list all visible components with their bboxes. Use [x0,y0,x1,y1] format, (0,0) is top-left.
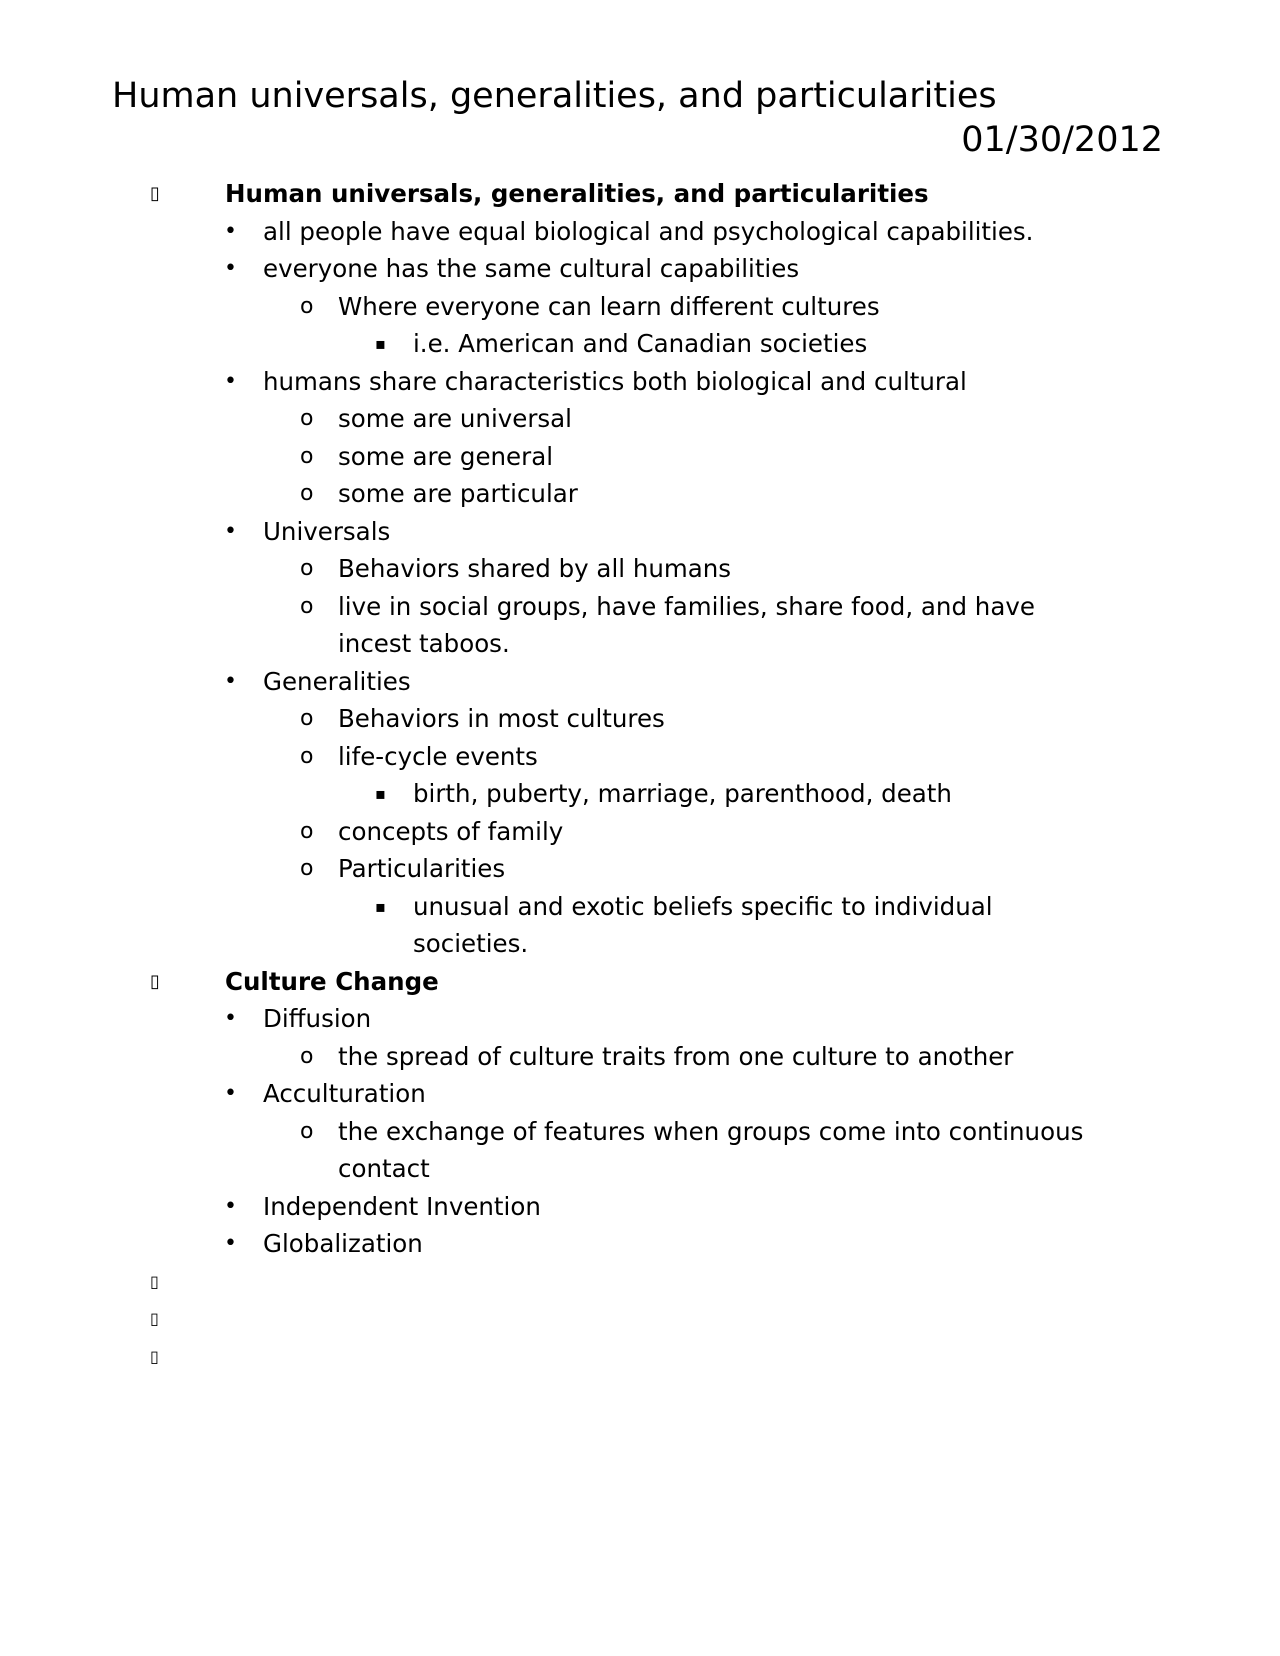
section-heading [0,963,1280,1001]
circle-bullet-icon: o [300,443,314,469]
sub-list-item-text: some are universal [338,404,572,433]
circle-bullet-icon: o [300,293,314,319]
sub-sub-list-item-text: societies. [413,929,529,958]
sub-list-item-text: life-cycle events [338,741,538,771]
sub-list-item-text: the spread of culture traits from one culture to another [338,1041,1014,1071]
circle-bullet-icon: o [300,406,314,431]
sub-list-item-text: concepts of family [338,816,564,846]
sub-sub-list-item [0,775,1280,813]
empty-section-item [0,1300,1280,1338]
sub-list-item-text: the exchange of features when groups come into continuous [338,1116,1084,1146]
sub-list-item [0,1038,1280,1076]
sub-list-item [0,700,1280,738]
section-marker-icon: ▯ [150,1271,159,1291]
circle-bullet-icon: o [300,593,314,619]
section-marker-icon: ▯ [150,183,160,204]
section-marker-icon: ▯ [150,1346,159,1366]
notes-outline [0,175,1280,1375]
section-heading-text: Human universals, generalities, and particularities [225,179,929,208]
bullet-icon: • [224,1006,237,1031]
sub-sub-list-item-text: unusual and exotic beliefs specific to individual [413,891,993,921]
list-item [0,513,1280,551]
square-bullet-icon: ▪ [375,896,386,916]
sub-sub-list-item-text: birth, puberty, marriage, parenthood, death [413,779,952,808]
sub-list-item-text: some are general [338,441,554,471]
sub-list-item [0,813,1280,851]
list-item [0,213,1280,251]
sub-sub-list-item [0,888,1280,926]
sub-sub-list-item-continuation [0,925,1280,963]
list-item [0,663,1280,701]
bullet-icon: • [224,218,237,244]
sub-list-item [0,288,1280,326]
bullet-icon: • [224,1081,237,1106]
section-marker-icon: ▯ [150,970,160,992]
bullet-icon: • [224,256,237,281]
list-item [0,1225,1280,1263]
square-bullet-icon: ▪ [375,334,386,353]
sub-list-item-text: contact [338,1154,430,1183]
bullet-icon: • [224,1231,237,1256]
circle-bullet-icon: o [300,856,314,881]
document-title: Human universals, generalities, and particularities [112,76,997,116]
list-item [0,250,1280,288]
list-item-text: everyone has the same cultural capabilities [263,254,800,283]
sub-list-item [0,1113,1280,1151]
list-item-text: Generalities [263,666,411,696]
sub-list-item [0,850,1280,888]
circle-bullet-icon: o [300,818,314,844]
list-item-text: Diffusion [263,1004,372,1033]
sub-list-item-text: incest taboos. [338,629,510,658]
list-item [0,1000,1280,1038]
empty-section-item [0,1263,1280,1301]
document-date: 01/30/2012 [961,120,1163,160]
empty-section-item [0,1338,1280,1376]
list-item [0,363,1280,401]
section-heading-text: Culture Change [225,966,439,996]
list-item [0,1188,1280,1226]
bullet-icon: • [224,668,237,694]
square-bullet-icon: ▪ [375,784,386,803]
circle-bullet-icon: o [300,481,314,506]
list-item-text: Independent Invention [263,1191,541,1221]
list-item-text: Universals [263,516,391,546]
sub-list-item-text: Behaviors in most cultures [338,704,665,733]
sub-list-item-continuation [0,625,1280,663]
bullet-icon: • [224,518,237,544]
section-heading [0,175,1280,213]
sub-list-item-continuation [0,1150,1280,1188]
sub-list-item [0,588,1280,626]
sub-list-item-text: some are particular [338,479,578,508]
circle-bullet-icon: o [300,556,314,581]
list-item [0,1075,1280,1113]
circle-bullet-icon: o [300,1043,314,1069]
circle-bullet-icon: o [300,706,314,731]
sub-list-item [0,400,1280,438]
list-item-text: Globalization [263,1229,423,1258]
list-item-text: all people have equal biological and psychological capabilities. [263,216,1034,246]
circle-bullet-icon: o [300,743,314,769]
section-marker-icon: ▯ [150,1309,159,1328]
sub-list-item [0,738,1280,776]
sub-list-item [0,438,1280,476]
sub-list-item-text: Particularities [338,854,506,883]
sub-sub-list-item [0,325,1280,363]
circle-bullet-icon: o [300,1118,314,1144]
sub-list-item-text: Where everyone can learn different cultures [338,291,880,321]
list-item-text: humans share characteristics both biological and cultural [263,366,967,396]
sub-list-item [0,475,1280,513]
bullet-icon: • [224,368,237,394]
sub-list-item-text: Behaviors shared by all humans [338,554,732,583]
bullet-icon: • [224,1193,237,1219]
sub-list-item-text: live in social groups, have families, share food, and have [338,591,1035,621]
list-item-text: Acculturation [263,1079,426,1108]
sub-list-item [0,550,1280,588]
sub-sub-list-item-text: i.e. American and Canadian societies [413,329,868,358]
